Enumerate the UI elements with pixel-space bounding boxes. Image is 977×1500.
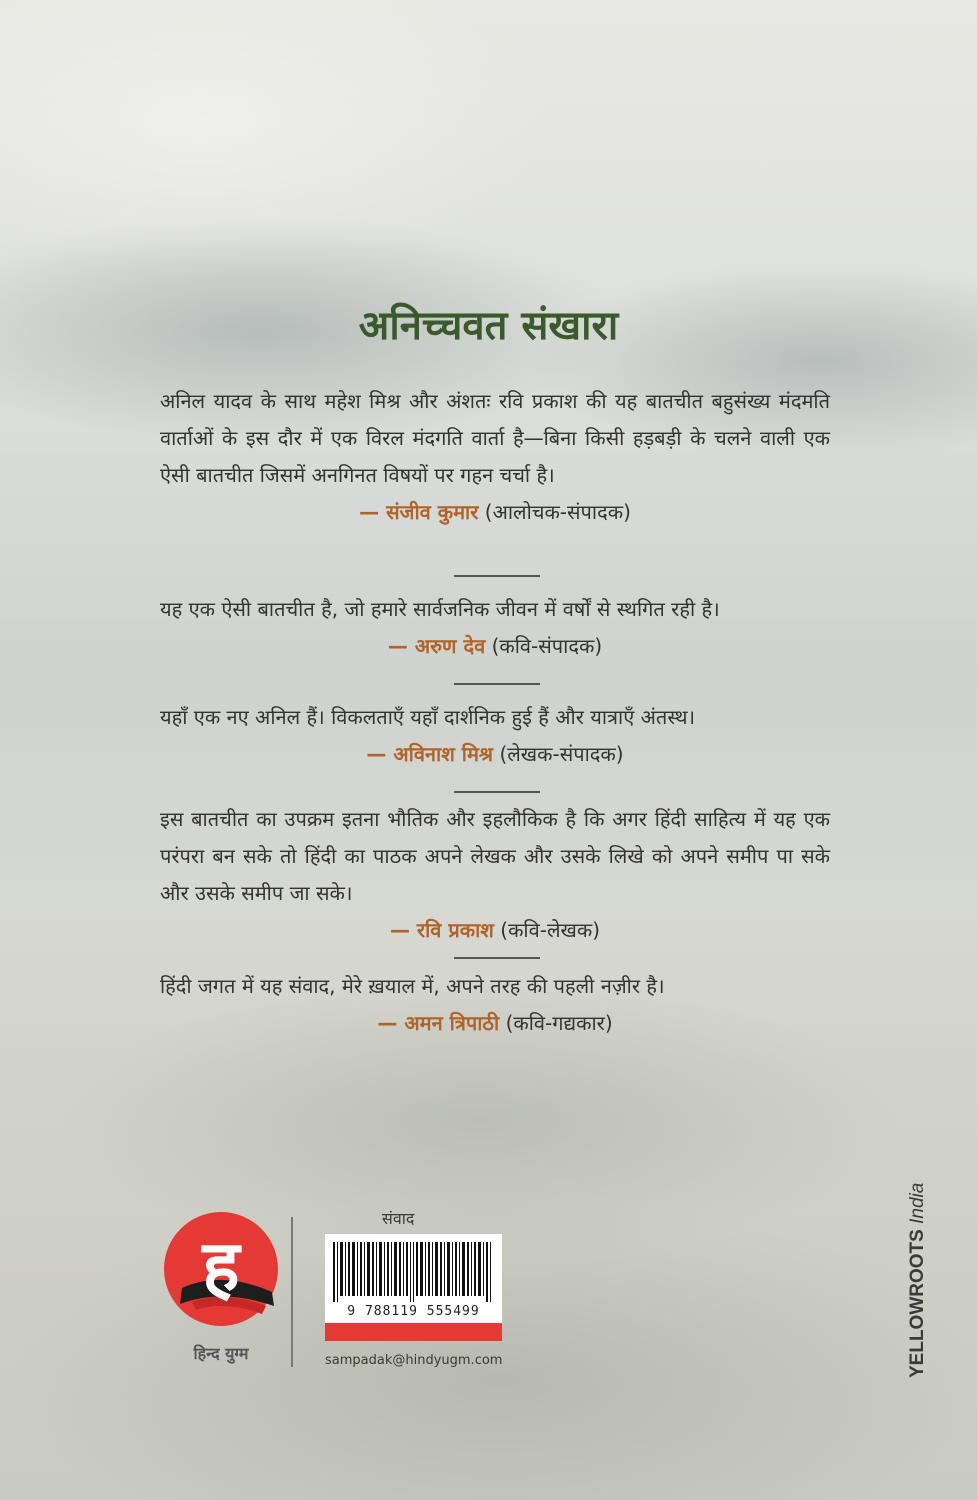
quote-role: (कवि-गद्यकार) <box>505 1011 613 1035</box>
imprint-logo <box>907 1128 931 1378</box>
quote-role: (लेखक-संपादक) <box>499 742 624 766</box>
quote-attribution <box>160 1005 830 1042</box>
quote-block-1 <box>160 383 830 531</box>
quote-block-3 <box>160 699 830 773</box>
imprint-part-2: ROOTS <box>907 1229 928 1297</box>
quote-block-5 <box>160 968 830 1042</box>
divider <box>454 683 540 685</box>
publisher-logo-icon <box>162 1210 280 1328</box>
barcode-red-strip <box>325 1323 502 1341</box>
logo-letter: ह <box>202 1225 240 1307</box>
quote-block-2 <box>160 591 830 665</box>
book-title: अनिच्चवत संखारा <box>358 303 619 349</box>
divider <box>454 575 540 577</box>
quote-author: — अमन त्रिपाठी <box>377 1011 500 1035</box>
barcode-icon <box>331 1242 496 1302</box>
vertical-separator <box>291 1217 293 1367</box>
divider <box>454 957 540 959</box>
publisher-logo <box>162 1210 280 1328</box>
quote-role: (आलोचक-संपादक) <box>484 500 631 524</box>
quote-block-4 <box>160 801 830 949</box>
quote-text: अनिल यादव के साथ महेश मिश्र और अंशतः रवि प्रकाश की यह बातचीत बहुसंख्य मंदमति वार्ताओं के इस दौर में एक विरल मंदगति वार्ता है—बिना किसी हड़बड़ी के चलने वाली एक ऐसी बातचीत जिसमें अनगिनत विषयों पर गहन चर्चा है। <box>160 389 830 487</box>
quote-text: हिंदी जगत में यह संवाद, मेरे ख़याल में, अपने तरह की पहली नज़ीर है। <box>160 974 665 998</box>
imprint-part-1: YELLOW <box>907 1296 928 1378</box>
publisher-name: हिन्द युग्म <box>193 1344 249 1363</box>
quote-attribution <box>160 628 830 665</box>
quote-author: — अविनाश मिश्र <box>366 742 494 766</box>
isbn-number: 9 788119 555499 <box>347 1304 480 1319</box>
quote-author: — रवि प्रकाश <box>389 918 494 942</box>
isbn-barcode <box>325 1234 502 1341</box>
contact-email: sampadak@hindyugm.com <box>325 1353 503 1368</box>
quote-text: इस बातचीत का उपक्रम इतना भौतिक और इहलौकिक है कि अगर हिंदी साहित्य में यह एक परंपरा बन सके तो हिंदी का पाठक अपने लेखक और उसके लिखे को अपने समीप पा सके और उसके समीप जा सके। <box>160 807 830 905</box>
quote-attribution <box>160 912 830 949</box>
quote-attribution <box>160 494 830 531</box>
quote-role: (कवि-संपादक) <box>491 634 603 658</box>
genre-label: संवाद <box>382 1209 415 1228</box>
divider <box>454 791 540 793</box>
quote-author: — संजीव कुमार <box>359 500 479 524</box>
quote-author: — अरुण देव <box>387 634 486 658</box>
quote-attribution <box>160 736 830 773</box>
quote-role: (कवि-लेखक) <box>500 918 601 942</box>
quote-text: यहाँ एक नए अनिल हैं। विकलताएँ यहाँ दार्शनिक हुई हैं और यात्राएँ अंतस्थ। <box>160 705 696 729</box>
imprint-part-3: India <box>907 1182 928 1224</box>
quote-text: यह एक ऐसी बातचीत है, जो हमारे सार्वजनिक जीवन में वर्षों से स्थगित रही है। <box>160 597 720 621</box>
